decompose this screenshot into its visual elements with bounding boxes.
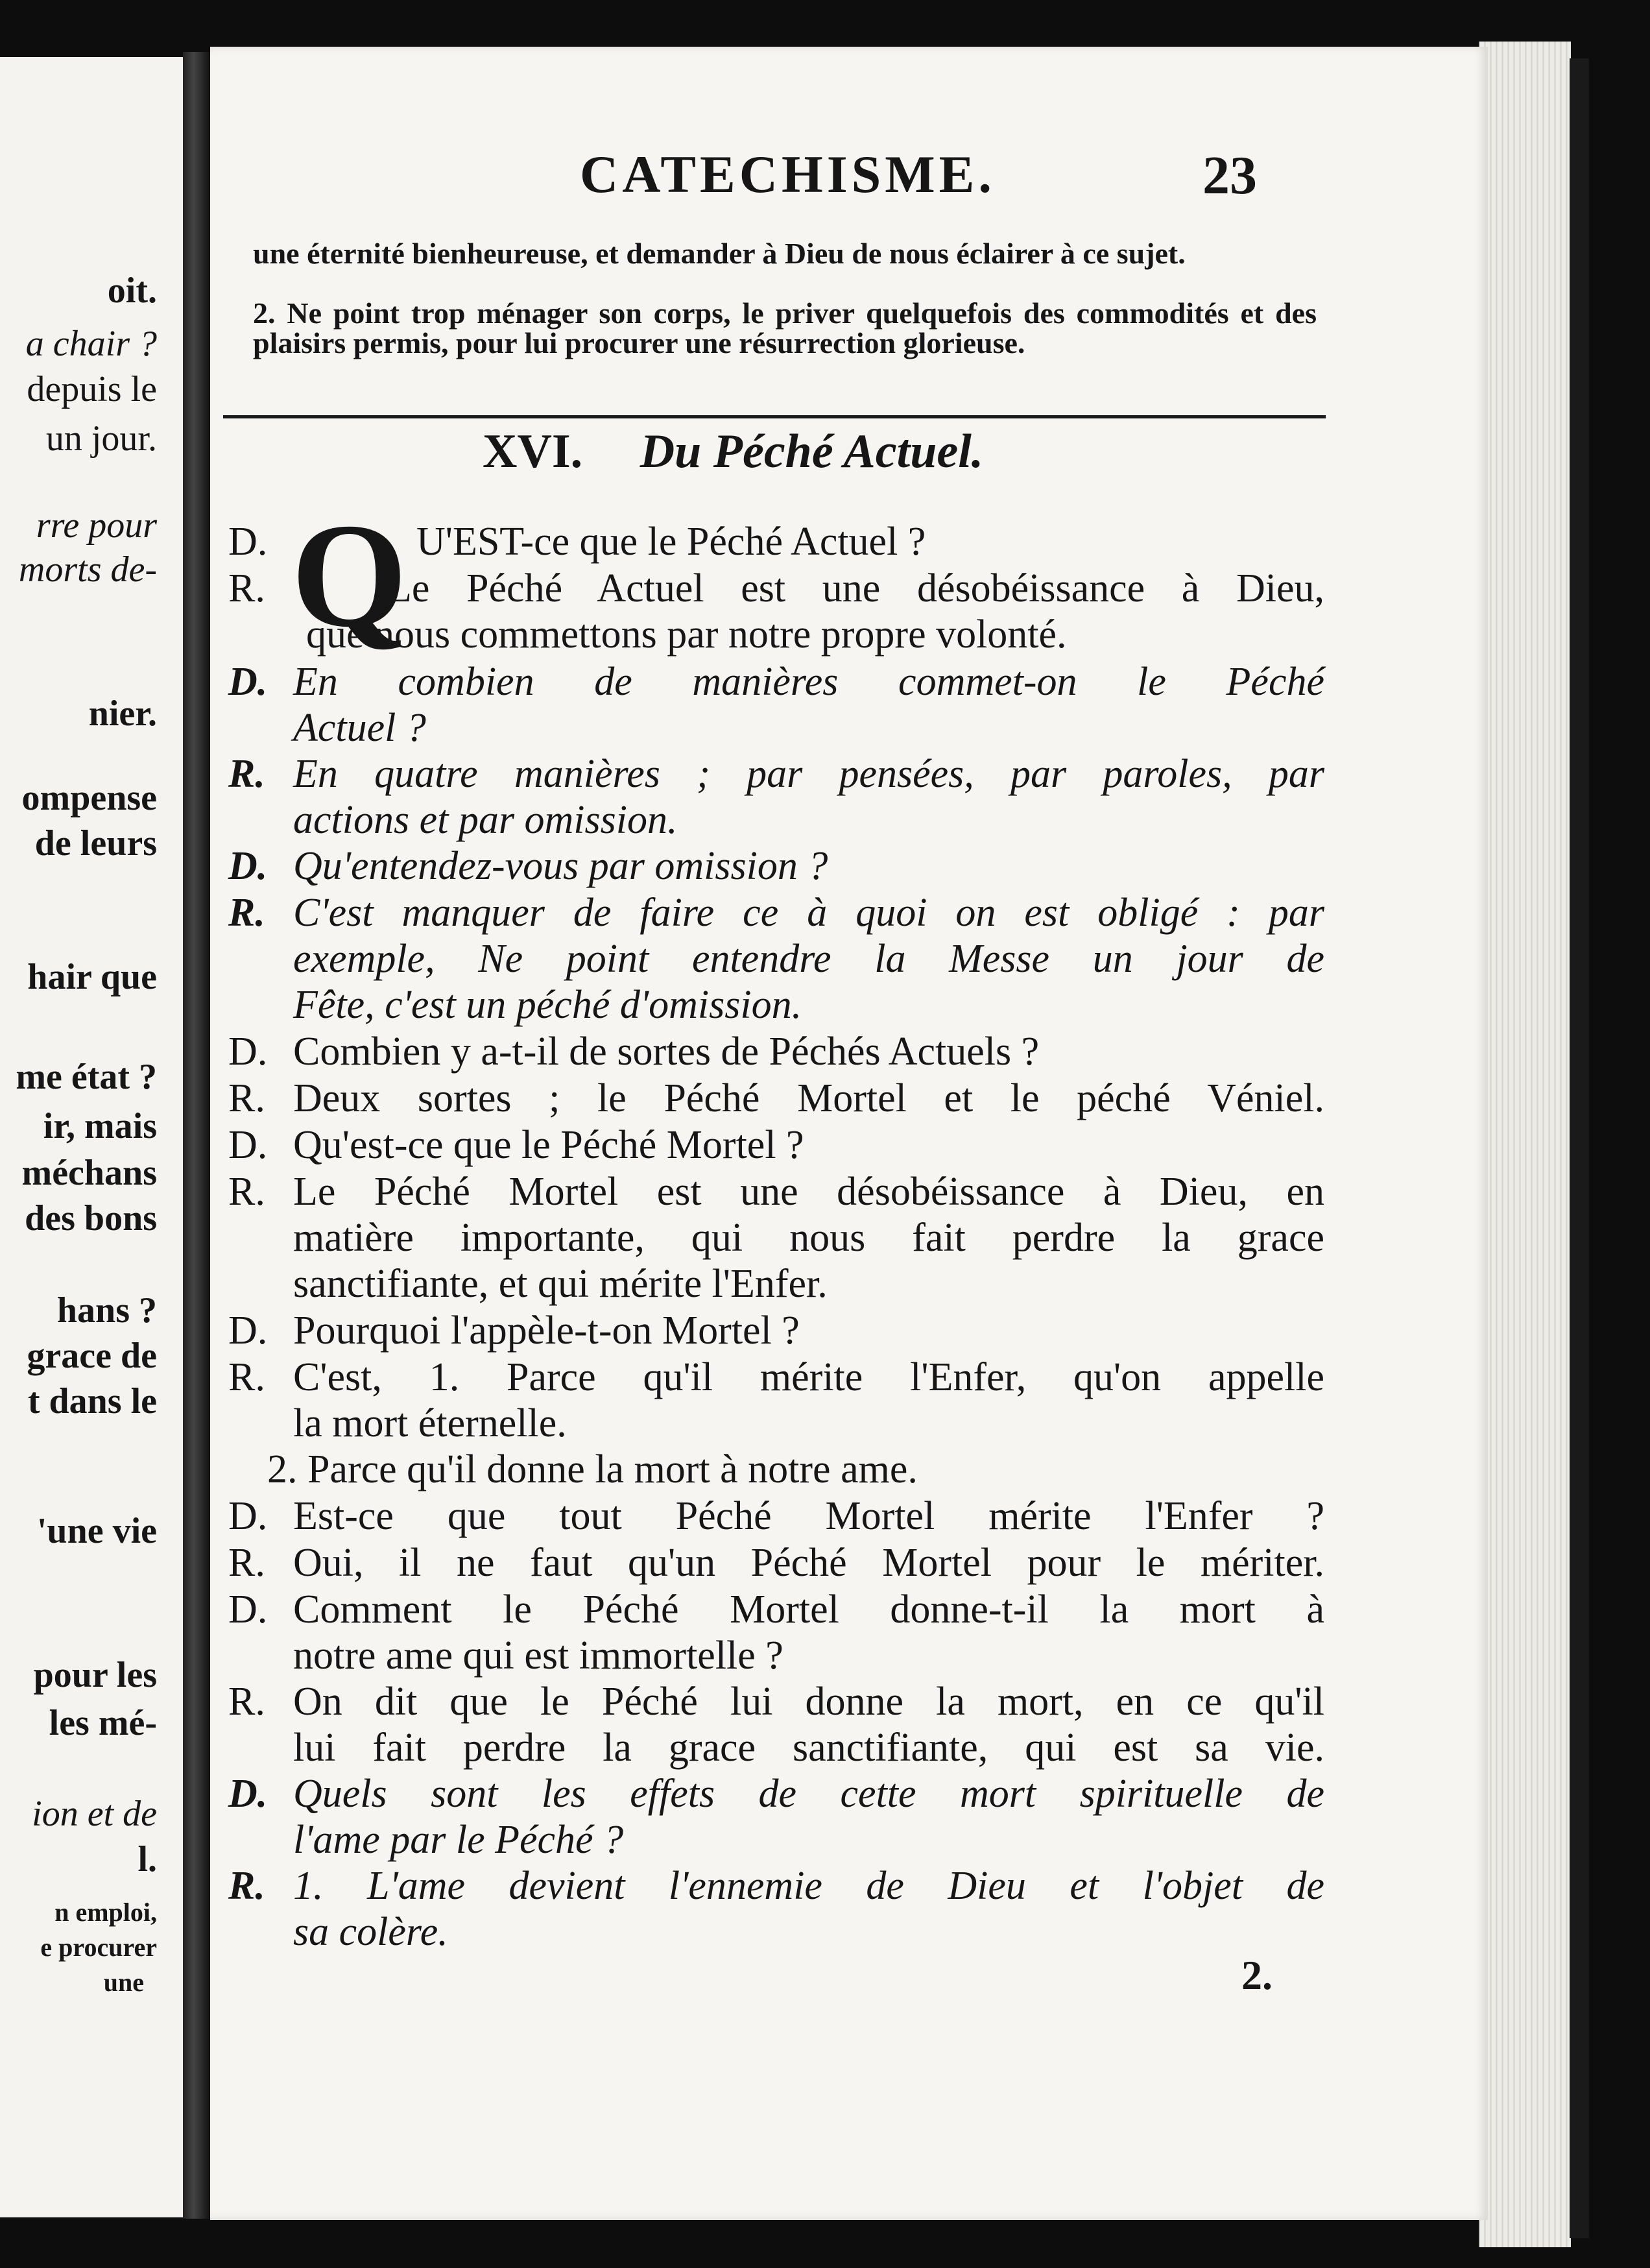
qa-text: la mort éternelle. xyxy=(293,1401,567,1445)
left-fragment-line: oit. xyxy=(107,271,157,311)
qa-entry xyxy=(228,1771,1324,1863)
footnote-continuation: une éternité bienheureuse, et demander à Dieu de nous éclairer à ce sujet. xyxy=(253,237,1186,270)
qa-text: Le Péché Actuel est une désobéissance à Dieu, xyxy=(387,566,1324,610)
qa-label: R. xyxy=(228,566,265,610)
qa-text: Qu'entendez-vous par omission ? xyxy=(293,844,828,888)
qa-text: matière importante, qui nous fait perdre la grace xyxy=(293,1216,1324,1260)
left-fragment-line: morts de- xyxy=(18,549,157,590)
qa-text: Quels sont les effets de cette mort spirituelle de xyxy=(293,1772,1324,1816)
page-edges xyxy=(1479,42,1571,2247)
qa-label: D. xyxy=(228,1123,268,1167)
qa-text: C'est, 1. Parce qu'il mérite l'Enfer, qu'on appelle xyxy=(293,1355,1324,1399)
page-number: 23 xyxy=(1202,145,1257,206)
qa-text: Deux sortes ; le Péché Mortel et le péché Véniel. xyxy=(293,1076,1324,1120)
qa-text: Combien y a-t-il de sortes de Péchés Actuels ? xyxy=(293,1030,1040,1074)
qa-text: actions et par omission. xyxy=(293,798,678,842)
qa-text: Oui, il ne faut qu'un Péché Mortel pour le mériter. xyxy=(293,1541,1324,1585)
qa-text: Qu'est-ce que le Péché Mortel ? xyxy=(293,1123,804,1167)
qa-entry xyxy=(228,1679,1324,1771)
qa-entry xyxy=(228,1169,1324,1307)
left-fragment-line: pour les xyxy=(33,1655,157,1695)
left-fragment-line: grace de xyxy=(27,1336,157,1376)
qa-label: R. xyxy=(228,1680,265,1724)
left-fragment-line: hair que xyxy=(27,957,157,997)
section-heading xyxy=(483,424,983,479)
left-fragment-line: ompense xyxy=(21,778,157,818)
section-number: XVI. xyxy=(483,425,583,478)
qa-label: R. xyxy=(228,1541,265,1585)
qa-entry xyxy=(228,890,1324,1028)
qa-entry xyxy=(228,843,1324,889)
drop-cap: Q xyxy=(291,492,407,658)
qa-text: sanctifiante, et qui mérite l'Enfer. xyxy=(293,1262,828,1306)
left-fragment-line: ir, mais xyxy=(43,1106,157,1146)
left-fragment-line: me état ? xyxy=(16,1057,157,1097)
left-fragment-line: a chair ? xyxy=(25,324,157,364)
qa-label: R. xyxy=(228,1864,265,1908)
qa-text: Pourquoi l'appèle-t-on Mortel ? xyxy=(293,1309,800,1353)
qa-label: D. xyxy=(228,520,268,564)
left-fragment-line: nier. xyxy=(88,694,157,734)
qa-entry xyxy=(228,659,1324,751)
qa-text: lui fait perdre la grace sanctifiante, qui est sa vie. xyxy=(293,1726,1324,1770)
qa-label: D. xyxy=(228,1772,268,1816)
qa-entry xyxy=(228,1587,1324,1679)
qa-text: Actuel ? xyxy=(293,706,426,750)
page-header xyxy=(210,99,1488,206)
book-gutter xyxy=(183,52,210,2219)
qa-label: D. xyxy=(228,844,268,888)
qa-text: exemple, Ne point entendre la Messe un jour de xyxy=(293,937,1324,981)
qa-label: D. xyxy=(228,1587,268,1632)
qa-entry xyxy=(228,1122,1324,1168)
qa-entry xyxy=(228,1076,1324,1122)
qa-text: Fête, c'est un péché d'omission. xyxy=(293,983,802,1027)
left-fragment-line: depuis le xyxy=(27,369,157,409)
qa-entry xyxy=(228,1029,1324,1075)
qa-label: R. xyxy=(228,891,265,935)
left-fragment-line: une xyxy=(103,1968,144,1997)
qa-entry xyxy=(228,751,1324,843)
left-fragment-line: les mé- xyxy=(49,1703,157,1743)
qa-text: En quatre manières ; par pensées, par paroles, par xyxy=(293,752,1324,796)
left-fragment-line: e procurer xyxy=(40,1933,157,1962)
qa-label: R. xyxy=(228,1170,265,1214)
left-fragment-line: l. xyxy=(138,1839,157,1879)
qa-entry xyxy=(228,1540,1324,1586)
qa-subitem: 2. Parce qu'il donne la mort à notre ame. xyxy=(267,1447,918,1491)
qa-entry xyxy=(228,1493,1324,1539)
qa-text: que nous commettons par notre propre volonté. xyxy=(306,612,1067,657)
qa-label: R. xyxy=(228,1076,265,1120)
qa-text: U'EST-ce que le Péché Actuel ? xyxy=(416,520,926,564)
catchword: 2. xyxy=(1241,1952,1273,1998)
qa-entry xyxy=(228,1355,1324,1447)
qa-label: D. xyxy=(228,1309,268,1353)
qa-entry xyxy=(228,1308,1324,1354)
qa-label: D. xyxy=(228,1494,268,1538)
qa-label: R. xyxy=(228,752,265,796)
qa-label: R. xyxy=(228,1355,265,1399)
qa-label: D. xyxy=(228,1030,268,1074)
qa-text: Comment le Péché Mortel donne-t-il la mort à xyxy=(293,1587,1324,1632)
qa-entry xyxy=(228,519,1324,565)
left-fragment-line: hans ? xyxy=(56,1290,157,1331)
footnote-item: 2. Ne point trop ménager son corps, le priver quelquefois des commodités et des plaisirs permis, pour lui procurer une résurrection glorieuse. xyxy=(253,296,1317,359)
qa-text: sa colère. xyxy=(293,1910,448,1954)
left-fragment-line: 'une vie xyxy=(36,1511,157,1551)
qa-text: l'ame par le Péché ? xyxy=(293,1818,624,1862)
left-fragment-line: un jour. xyxy=(45,418,157,459)
running-title: CATECHISME. xyxy=(580,145,996,204)
left-fragment-line: de leurs xyxy=(34,823,157,863)
qa-text: notre ame qui est immortelle ? xyxy=(293,1634,783,1678)
left-fragment-line: t dans le xyxy=(27,1381,157,1421)
qa-entry xyxy=(228,566,1324,658)
main-page xyxy=(210,47,1488,2220)
qa-text: 1. L'ame devient l'ennemie de Dieu et l'objet de xyxy=(293,1864,1324,1908)
qa-text: En combien de manières commet-on le Péché xyxy=(293,660,1324,704)
qa-label: D. xyxy=(228,660,268,704)
qa-text: Est-ce que tout Péché Mortel mérite l'Enfer ? xyxy=(293,1494,1324,1538)
left-fragment-line: ion et de xyxy=(32,1794,157,1834)
left-page-fragment xyxy=(0,57,183,2217)
qa-entry xyxy=(228,1863,1324,1955)
section-divider xyxy=(223,415,1326,418)
qa-text: C'est manquer de faire ce à quoi on est obligé : par xyxy=(293,891,1324,935)
qa-text: On dit que le Péché lui donne la mort, en ce qu'il xyxy=(293,1680,1324,1724)
qa-text: Le Péché Mortel est une désobéissance à Dieu, en xyxy=(293,1170,1324,1214)
left-fragment-line: rre pour xyxy=(36,505,157,546)
left-fragment-line: méchans xyxy=(21,1153,157,1193)
page-edge-shadow xyxy=(1570,58,1589,2238)
left-fragment-line: n emploi, xyxy=(54,1898,157,1927)
section-title: Du Péché Actuel. xyxy=(640,425,984,478)
left-fragment-line: des bons xyxy=(25,1198,157,1238)
